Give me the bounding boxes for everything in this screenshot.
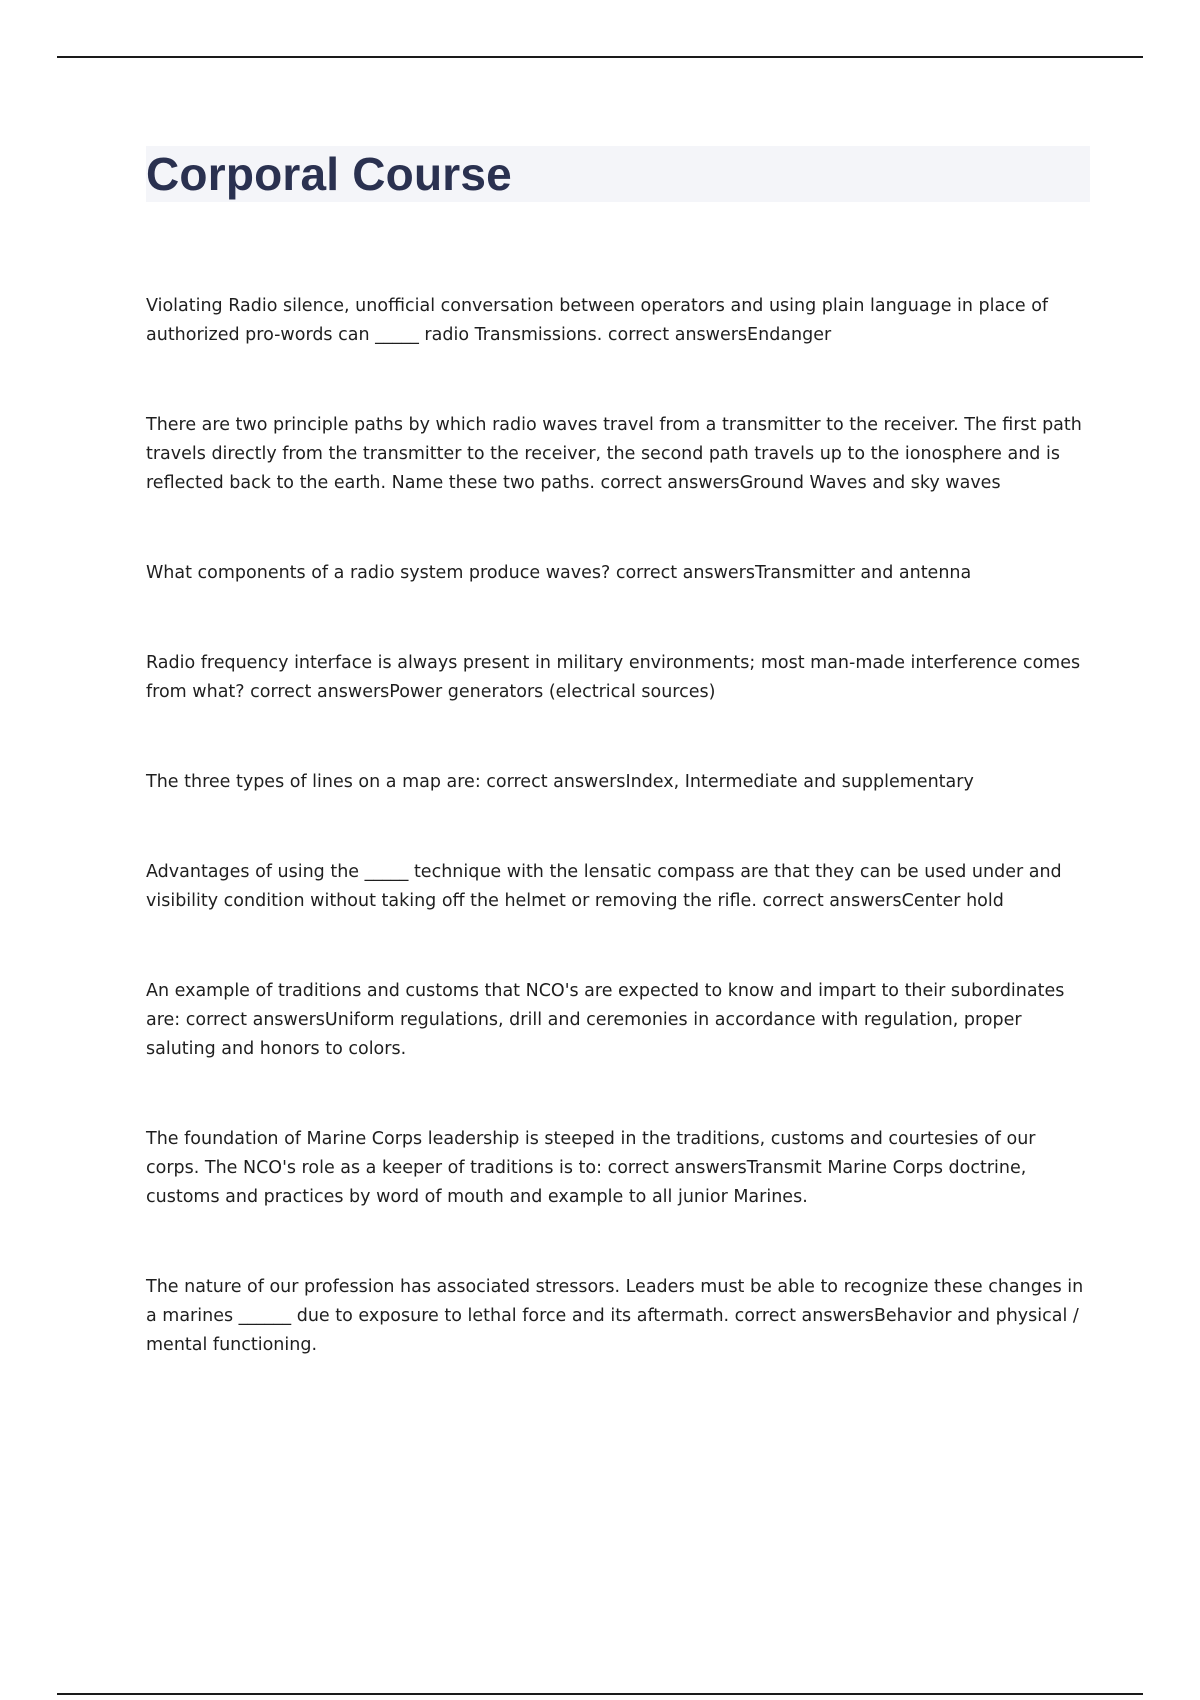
qa-item: The nature of our profession has associated stressors. Leaders must be able to recognize these changes in a marines ______ due to exposure to lethal force and its aftermath. correct answersBehavior and physical / mental functioning.	[146, 1277, 1084, 1355]
document-title: Corporal Course	[146, 148, 512, 200]
qa-item: Violating Radio silence, unofficial conversation between operators and using plain language in place of authorized pro-words can _____ radio Transmissions. correct answersEndanger	[146, 296, 1049, 345]
qa-item: An example of traditions and customs that NCO's are expected to know and impart to their subordinates are: correct answersUniform regulations, drill and ceremonies in accordance with regulation, proper saluting and honors to colors.	[146, 981, 1065, 1059]
top-rule	[57, 56, 1143, 58]
qa-item: The foundation of Marine Corps leadership is steeped in the traditions, customs and courtesies of our corps. The NCO's role as a keeper of traditions is to: correct answersTransmit Marine Corps doctrine, customs and practices by word of mouth and example to all junior Marines.	[146, 1129, 1036, 1207]
bottom-rule	[57, 1693, 1143, 1695]
qa-item: The three types of lines on a map are: correct answersIndex, Intermediate and supplementary	[146, 772, 974, 792]
qa-item: There are two principle paths by which radio waves travel from a transmitter to the receiver. The first path travels directly from the transmitter to the receiver, the second path travels up to the ionosphere and is reflected back to the earth. Name these two paths. correct answersGround Waves and sky waves	[146, 415, 1082, 493]
qa-list	[146, 292, 1092, 1421]
qa-item: Advantages of using the _____ technique with the lensatic compass are that they can be used under and visibility condition without taking off the helmet or removing the rifle. correct answersCenter hold	[146, 862, 1062, 911]
qa-item: Radio frequency interface is always present in military environments; most man-made interference comes from what? correct answersPower generators (electrical sources)	[146, 653, 1081, 702]
qa-item: What components of a radio system produce waves? correct answersTransmitter and antenna	[146, 563, 972, 583]
